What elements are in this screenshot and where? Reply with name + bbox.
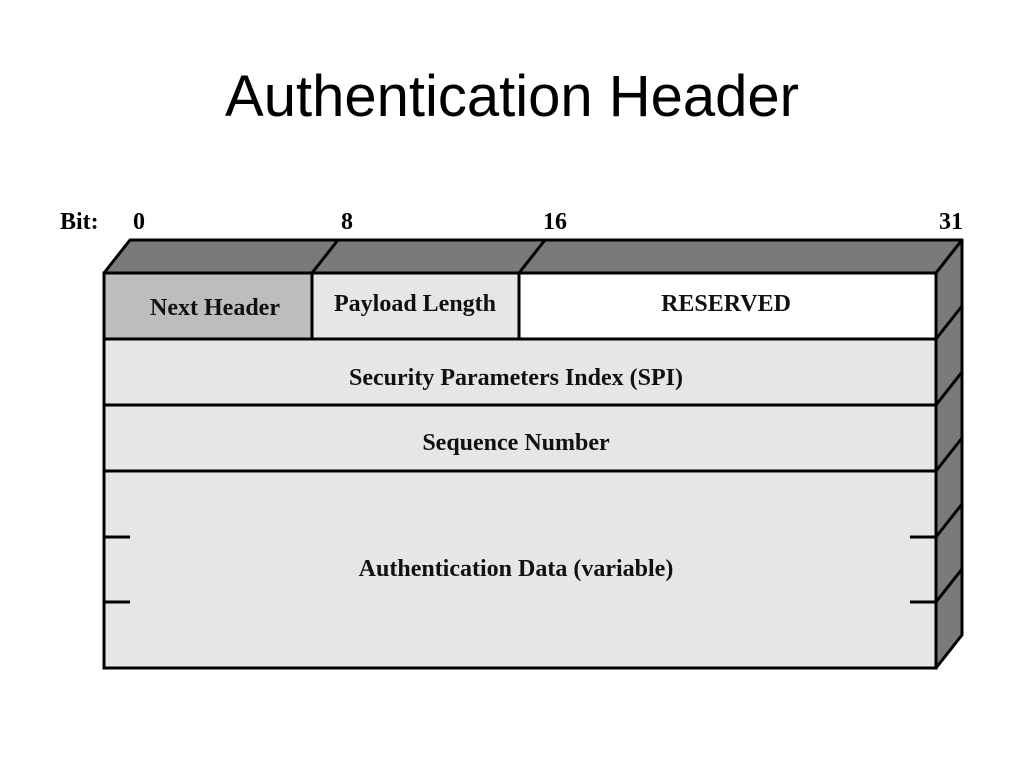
authentication-data-label: Authentication Data (variable) — [358, 556, 674, 582]
sequence-number-label: Sequence Number — [422, 430, 610, 456]
bit-caption: Bit: — [60, 209, 99, 235]
bit-mark-16: 16 — [543, 209, 567, 235]
payload-length-label: Payload Length — [333, 291, 497, 317]
bit-mark-0: 0 — [133, 209, 145, 235]
bit-mark-8: 8 — [341, 209, 353, 235]
bit-mark-31: 31 — [939, 209, 963, 235]
spi-label: Security Parameters Index (SPI) — [349, 365, 683, 391]
reserved-label: RESERVED — [661, 291, 791, 317]
slide-title: Authentication Header — [225, 64, 799, 129]
next-header-label: Next Header — [150, 295, 280, 321]
